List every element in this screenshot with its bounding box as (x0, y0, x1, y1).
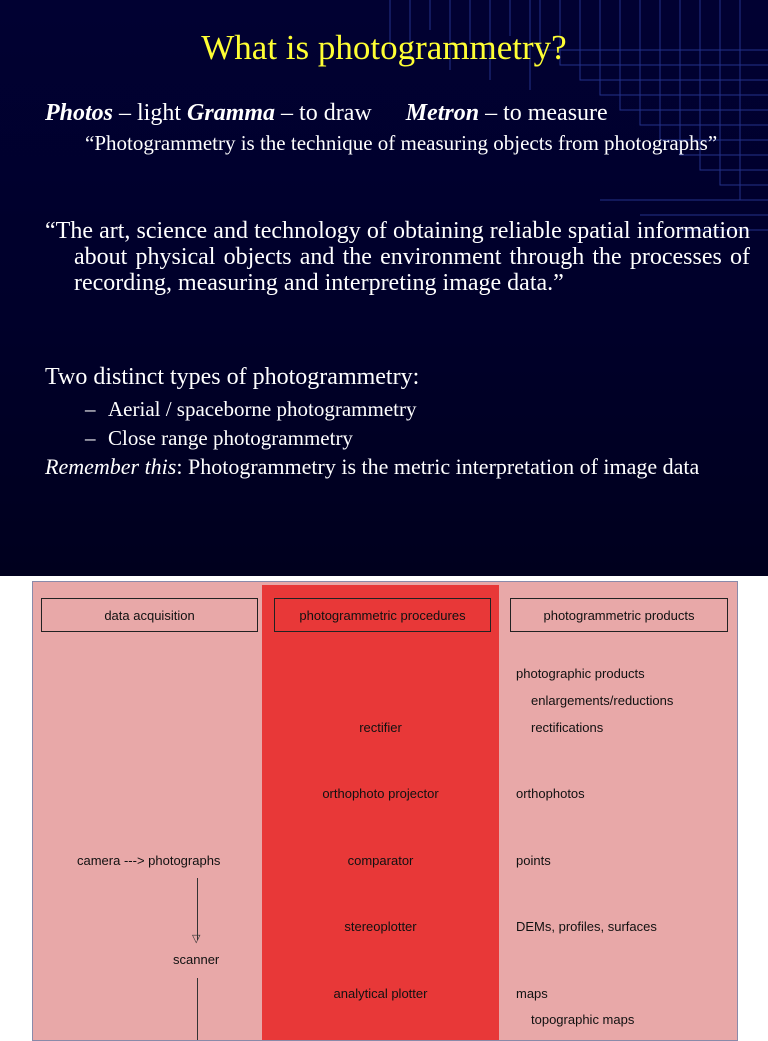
product-dems: DEMs, profiles, surfaces (516, 919, 657, 934)
bullet-text: Close range photogrammetry (108, 426, 353, 450)
product-enlargements: enlargements/reductions (531, 693, 674, 708)
down-arrow-icon: ▽ (192, 933, 201, 945)
procedure-analytical-plotter: analytical plotter (333, 986, 428, 1001)
remember-text: : Photogrammetry is the metric interpretation of image data (176, 454, 700, 479)
bullet-dash: – (85, 397, 96, 421)
product-orthophotos: orthophotos (516, 786, 585, 801)
remember-note (45, 454, 750, 480)
slide-title: What is photogrammetry? (201, 28, 567, 67)
procedure-orthophoto-projector: orthophoto projector (322, 786, 439, 801)
procedure-stereoplotter: stereoplotter (344, 919, 417, 934)
bullet-dash: – (85, 426, 96, 450)
procedure-rectifier: rectifier (359, 720, 402, 735)
definition-quote-1: “Photogrammetry is the technique of measuring objects from photographs” (85, 131, 718, 155)
product-points: points (516, 853, 551, 868)
acquisition-camera: camera ---> photographs (77, 853, 221, 868)
product-photographic-products: photographic products (516, 666, 645, 681)
metron-definition: – to measure (479, 100, 608, 126)
photogrammetry-workflow-figure (32, 581, 738, 1041)
header-photogrammetric-procedures: photogrammetric procedures (274, 598, 491, 632)
gramma-definition: – to draw (275, 100, 372, 126)
flow-arrow-line (197, 978, 198, 1041)
definition-quote-2: “The art, science and technology of obtaining reliable spatial information about physical objects and the environment through the processes of recording, measuring and interpreting image data.” (45, 218, 750, 296)
procedures-column-background (262, 585, 499, 1041)
product-maps: maps (516, 986, 548, 1001)
bullet-item (85, 425, 353, 451)
etymology-line (45, 98, 608, 128)
bullet-item (85, 396, 416, 422)
procedure-comparator: comparator (347, 853, 414, 868)
term-gramma: Gramma (187, 100, 276, 126)
header-photogrammetric-products: photogrammetric products (510, 598, 728, 632)
product-rectifications: rectifications (531, 720, 604, 735)
bullet-text: Aerial / spaceborne photogrammetry (108, 397, 417, 421)
remember-label: Remember this (45, 454, 177, 479)
types-heading: Two distinct types of photogrammetry: (45, 364, 420, 390)
acquisition-scanner: scanner (173, 952, 220, 967)
term-metron: Metron (405, 100, 480, 126)
term-photos: Photos (45, 100, 114, 126)
flow-arrow-line (197, 878, 198, 940)
header-data-acquisition: data acquisition (41, 598, 258, 632)
product-topographic-maps: topographic maps (531, 1012, 635, 1027)
photos-definition: – light (113, 100, 188, 126)
